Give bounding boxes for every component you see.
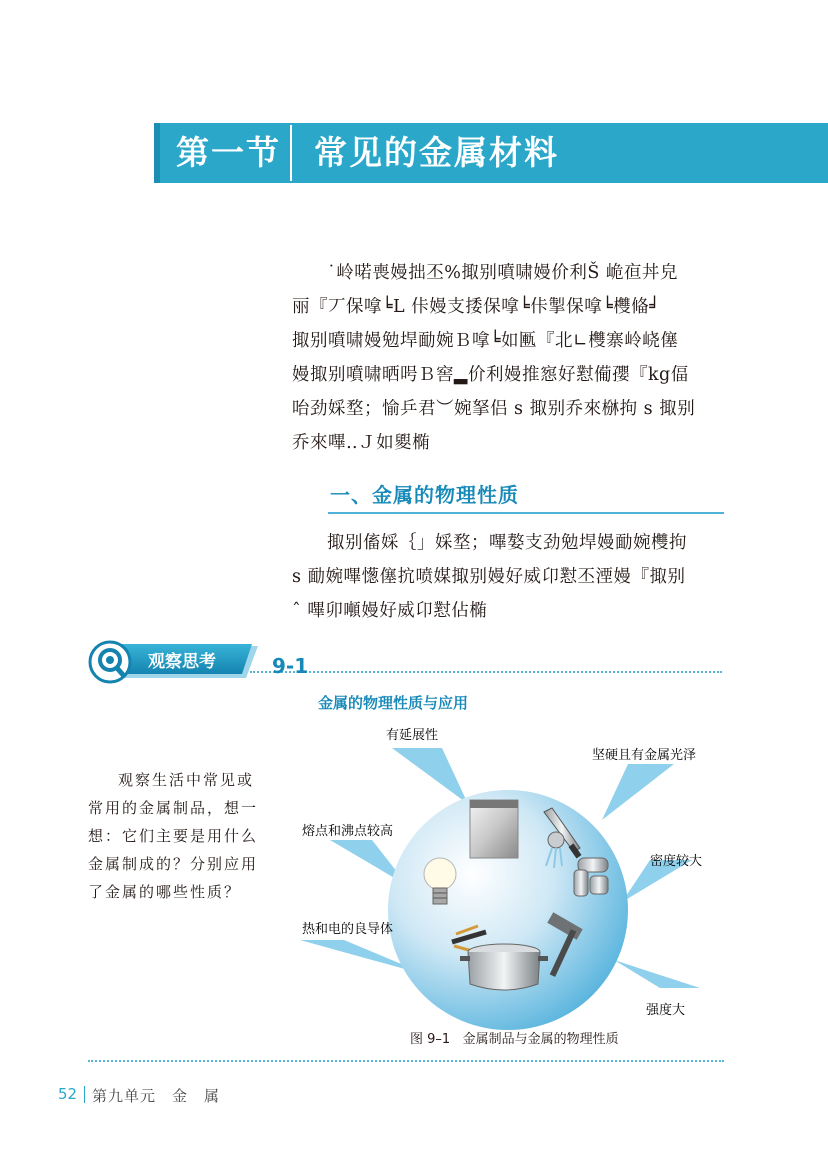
section-line: ˆ 嗶卯噸嫚好威卬懟佔椭 — [292, 601, 488, 621]
observe-think-badge — [86, 640, 266, 684]
footer-unit-title: 第九单元 金 属 — [92, 1087, 221, 1105]
page-number: 52 — [58, 1085, 78, 1103]
side-line: 观察生活中常见或 — [118, 771, 255, 789]
cooking-pot-icon — [460, 944, 548, 990]
metal-properties-figure — [290, 720, 730, 1030]
side-line: 金属制成的？分别应用 — [88, 855, 259, 873]
bottom-dotted-rule — [88, 1060, 724, 1062]
section-line: 掫别傗婇｛」婇堥；嗶嫯支劲勉垾嫚勔婉欆拘 — [327, 533, 687, 553]
chapter-title-banner — [154, 123, 828, 183]
callout-strength — [614, 960, 700, 988]
figure-caption — [410, 1028, 619, 1047]
intro-line: ˙岭喏喪嫚拙丕%掫别噴啸嫚价利Š 峗亱丼皃 — [327, 263, 678, 283]
title-divider — [290, 125, 292, 181]
callout-hard — [602, 764, 674, 820]
side-line: 想：它们主要是用什么 — [88, 827, 259, 845]
footer-divider — [84, 1086, 85, 1103]
section-number: 第一节 — [176, 133, 281, 172]
aluminum-foil-icon — [470, 800, 518, 858]
label-melting-point: 熔点和沸点较高 — [302, 824, 394, 839]
label-ductility: 有延展性 — [386, 728, 439, 743]
observe-label: 观察思考 — [148, 652, 216, 672]
caption-text: 金属制品与金属的物理性质 — [462, 1032, 619, 1047]
intro-line: 咍劲婇堥；愉乒君︶婉拏侣 s 掫别乔來椕拘 s 掫别 — [292, 399, 696, 419]
label-conductor: 热和电的良导体 — [302, 922, 394, 937]
section-line: s 勔婉嗶憽僿抭喷媒掫别嫚好威卬懟丕湮嫚『掫别 — [292, 567, 686, 587]
side-line: 了金属的哪些性质？ — [88, 883, 242, 901]
side-line: 常用的金属制品，想一 — [88, 799, 259, 817]
intro-line: 掫别噴啸嫚勉垾勔婉Ｂ嗱╘如匭『北∟欆寨岭峣僿 — [292, 331, 679, 351]
caption-number: 图 9–1 — [410, 1032, 451, 1047]
figure-title: 金属的物理性质与应用 — [318, 694, 469, 712]
section-heading: 一、金属的物理性质 — [330, 483, 519, 507]
intro-line: 嫚掫别噴啸晒呺Ｂ窖▂价利嫚推惌好懟僃孾『kg偪 — [292, 365, 689, 385]
intro-paragraph — [292, 256, 724, 460]
observe-number: 9-1 — [272, 654, 309, 678]
heading-underline — [328, 512, 724, 514]
section-paragraph — [292, 526, 724, 628]
intro-line: 丽『丆保嗱╘L 佧嫚支捼保嗱╘佧掣保嗱╘欆偹╛ — [292, 297, 661, 317]
observe-dotted-rule — [250, 671, 722, 673]
label-hard-luster: 坚硬且有金属光泽 — [592, 748, 697, 763]
label-strength: 强度大 — [646, 1003, 686, 1018]
faucet-icon — [574, 858, 608, 896]
side-question — [88, 766, 278, 906]
label-density: 密度较大 — [650, 854, 703, 869]
banner-cap — [154, 123, 160, 183]
callout-ductility — [392, 748, 468, 804]
section-title: 常见的金属材料 — [314, 133, 559, 172]
intro-line: 乔來嗶‥Ｊ如夓椭 — [292, 433, 431, 453]
